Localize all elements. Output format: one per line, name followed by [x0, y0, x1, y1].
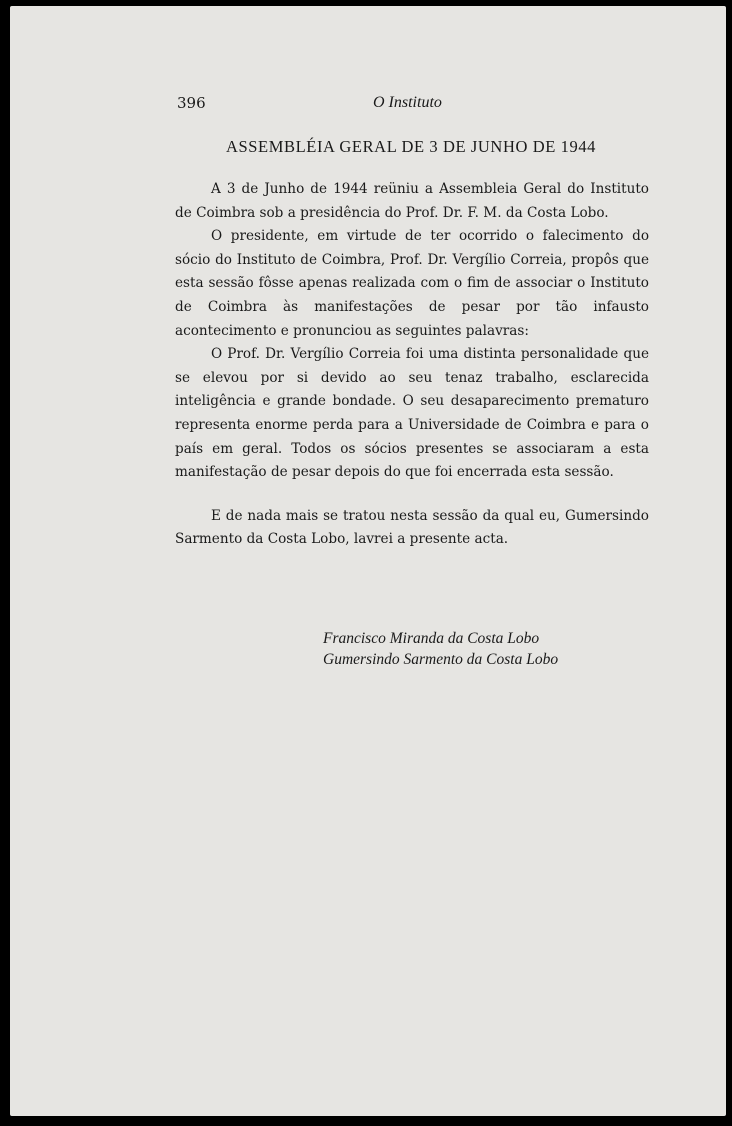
document-page — [10, 6, 726, 1116]
page-number: 396 — [177, 94, 206, 112]
signature-block — [323, 628, 558, 670]
section-title: ASSEMBLÉIA GERAL DE 3 DE JUNHO DE 1944 — [225, 137, 597, 156]
running-header — [173, 94, 649, 114]
paragraph: A 3 de Junho de 1944 reüniu a Assembleia Geral do Instituto de Coimbra sob a presidência do Prof. Dr. F. M. da Costa Lobo. — [175, 181, 649, 221]
running-title: O Instituto — [373, 94, 442, 111]
body-text — [175, 178, 649, 552]
signature-line: Francisco Miranda da Costa Lobo — [323, 630, 540, 647]
paragraph: O presidente, em virtude de ter ocorrido o falecimento do sócio do Instituto de Coimbra, Prof. Dr. Vergílio Correia, propôs que esta sessão fôsse apenas realizada com o fim de associar o Instituto de Coimbra às manifestações de pesar por tão infausto acontecimento e pronunciou as seguintes palavras: — [175, 228, 649, 339]
paragraph: O Prof. Dr. Vergílio Correia foi uma distinta personalidade que se elevou por si devido ao seu tenaz trabalho, esclarecida inteligência e grande bondade. O seu desaparecimento prematuro representa enorme perda para a Universidade de Coimbra e para o país em geral. Todos os sócios presentes se associaram a esta manifestação de pesar depois do que foi encerrada esta sessão. — [175, 346, 649, 481]
paragraph: E de nada mais se tratou nesta sessão da qual eu, Gumersindo Sarmento da Costa Lobo, lavrei a presente acta. — [175, 507, 649, 548]
signature-line: Gumersindo Sarmento da Costa Lobo — [323, 651, 559, 668]
